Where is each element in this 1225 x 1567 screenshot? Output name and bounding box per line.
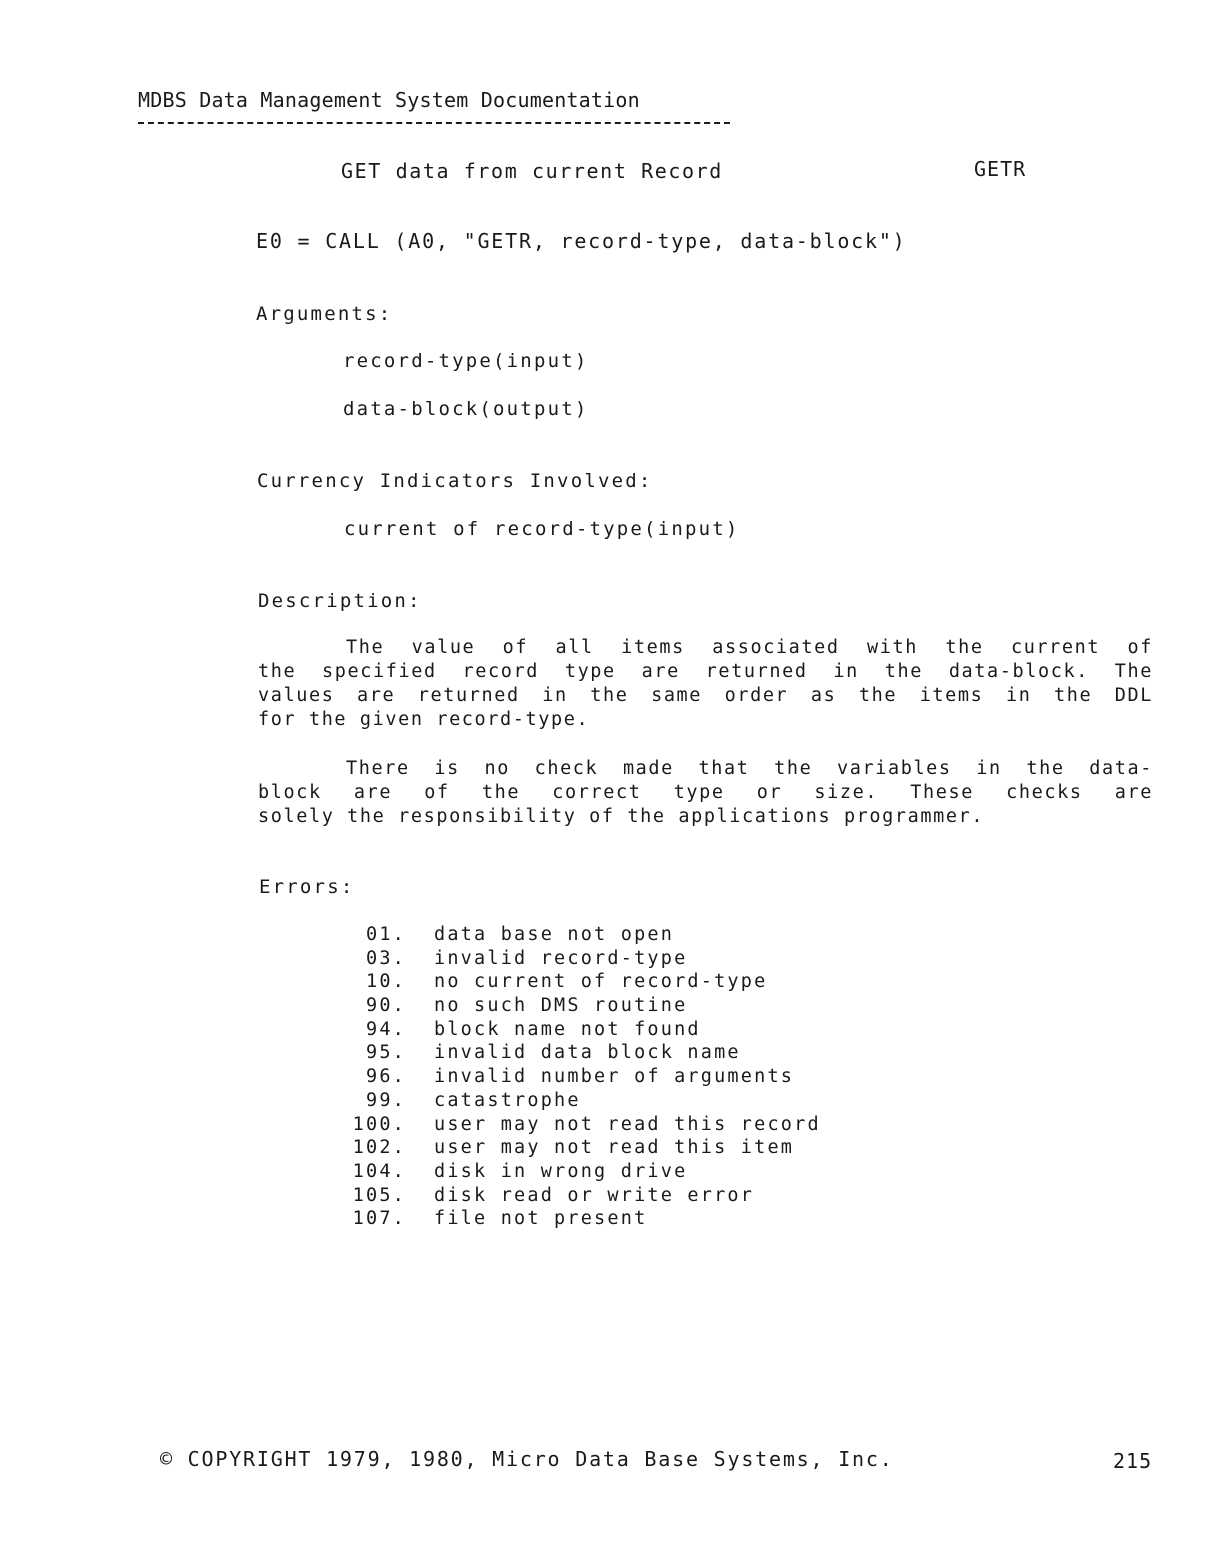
paragraph-line: There is no check made that the variables in the data- bbox=[346, 758, 1153, 779]
error-row bbox=[340, 1066, 821, 1090]
error-message: invalid record-type bbox=[434, 947, 688, 969]
description-paragraph-2 bbox=[258, 757, 1153, 829]
paragraph-line: The value of all items associated with the current of bbox=[346, 637, 1153, 658]
document-header-title: MDBS Data Management System Documentation bbox=[138, 88, 640, 112]
paragraph-line: block are of the correct type or size. These checks are bbox=[258, 782, 1153, 803]
error-message: no such DMS routine bbox=[434, 995, 688, 1017]
error-row bbox=[340, 1137, 821, 1161]
error-code: 96. bbox=[365, 1066, 406, 1088]
error-code: 01. bbox=[365, 924, 406, 945]
error-message: invalid number of arguments bbox=[434, 1066, 795, 1088]
routine-code: GETR bbox=[974, 157, 1027, 181]
error-code: 100. bbox=[352, 1113, 406, 1135]
error-code: 90. bbox=[365, 995, 406, 1017]
arguments-heading: Arguments: bbox=[256, 303, 393, 325]
paragraph-line: the specified record type are returned in the data-block. The bbox=[258, 661, 1153, 682]
error-row bbox=[340, 948, 821, 972]
error-code: 104. bbox=[352, 1160, 406, 1182]
currency-heading: Currency Indicators Involved: bbox=[257, 470, 653, 492]
error-message: data base not open bbox=[434, 924, 675, 945]
error-message: disk in wrong drive bbox=[434, 1160, 688, 1182]
currency-item: current of record-type(input) bbox=[344, 518, 740, 540]
error-row bbox=[340, 971, 821, 995]
argument-item: record-type(input) bbox=[343, 350, 589, 372]
error-row bbox=[340, 1090, 821, 1114]
error-row bbox=[340, 924, 821, 948]
argument-item: data-block(output) bbox=[343, 398, 589, 420]
error-row bbox=[340, 1114, 821, 1138]
copyright-footer: © COPYRIGHT 1979, 1980, Micro Data Base Systems, Inc. bbox=[160, 1447, 894, 1471]
errors-list bbox=[340, 924, 821, 1232]
error-code: 95. bbox=[365, 1042, 406, 1064]
error-row bbox=[340, 1208, 821, 1232]
error-message: disk read or write error bbox=[434, 1184, 755, 1206]
error-message: catastrophe bbox=[434, 1089, 581, 1111]
description-heading: Description: bbox=[258, 590, 422, 612]
errors-heading: Errors: bbox=[259, 876, 355, 898]
error-message: file not present bbox=[434, 1208, 648, 1230]
page-number: 215 bbox=[1113, 1449, 1153, 1473]
error-code: 99. bbox=[365, 1089, 406, 1111]
paragraph-line: solely the responsibility of the applications programmer. bbox=[258, 806, 985, 827]
error-code: 10. bbox=[365, 971, 406, 993]
error-code: 94. bbox=[365, 1018, 406, 1040]
routine-title: GET data from current Record bbox=[341, 159, 723, 183]
error-code: 102. bbox=[352, 1137, 406, 1159]
paragraph-line: for the given record-type. bbox=[258, 709, 590, 730]
call-syntax: E0 = CALL (A0, "GETR, record-type, data-block") bbox=[256, 229, 907, 253]
paragraph-line: values are returned in the same order as the items in the DDL bbox=[258, 685, 1153, 706]
error-row bbox=[340, 995, 821, 1019]
error-row bbox=[340, 1019, 821, 1043]
error-code: 105. bbox=[352, 1184, 406, 1206]
error-code: 03. bbox=[365, 947, 406, 969]
description-paragraph-1 bbox=[258, 636, 1153, 732]
error-row bbox=[340, 1185, 821, 1209]
error-row bbox=[340, 1161, 821, 1185]
error-message: no current of record-type bbox=[434, 971, 768, 993]
error-message: block name not found bbox=[434, 1018, 701, 1040]
header-underline bbox=[138, 122, 730, 124]
error-message: user may not read this record bbox=[434, 1113, 821, 1135]
error-code: 107. bbox=[352, 1208, 406, 1230]
error-row bbox=[340, 1042, 821, 1066]
error-message: invalid data block name bbox=[434, 1042, 741, 1064]
error-message: user may not read this item bbox=[434, 1137, 795, 1159]
